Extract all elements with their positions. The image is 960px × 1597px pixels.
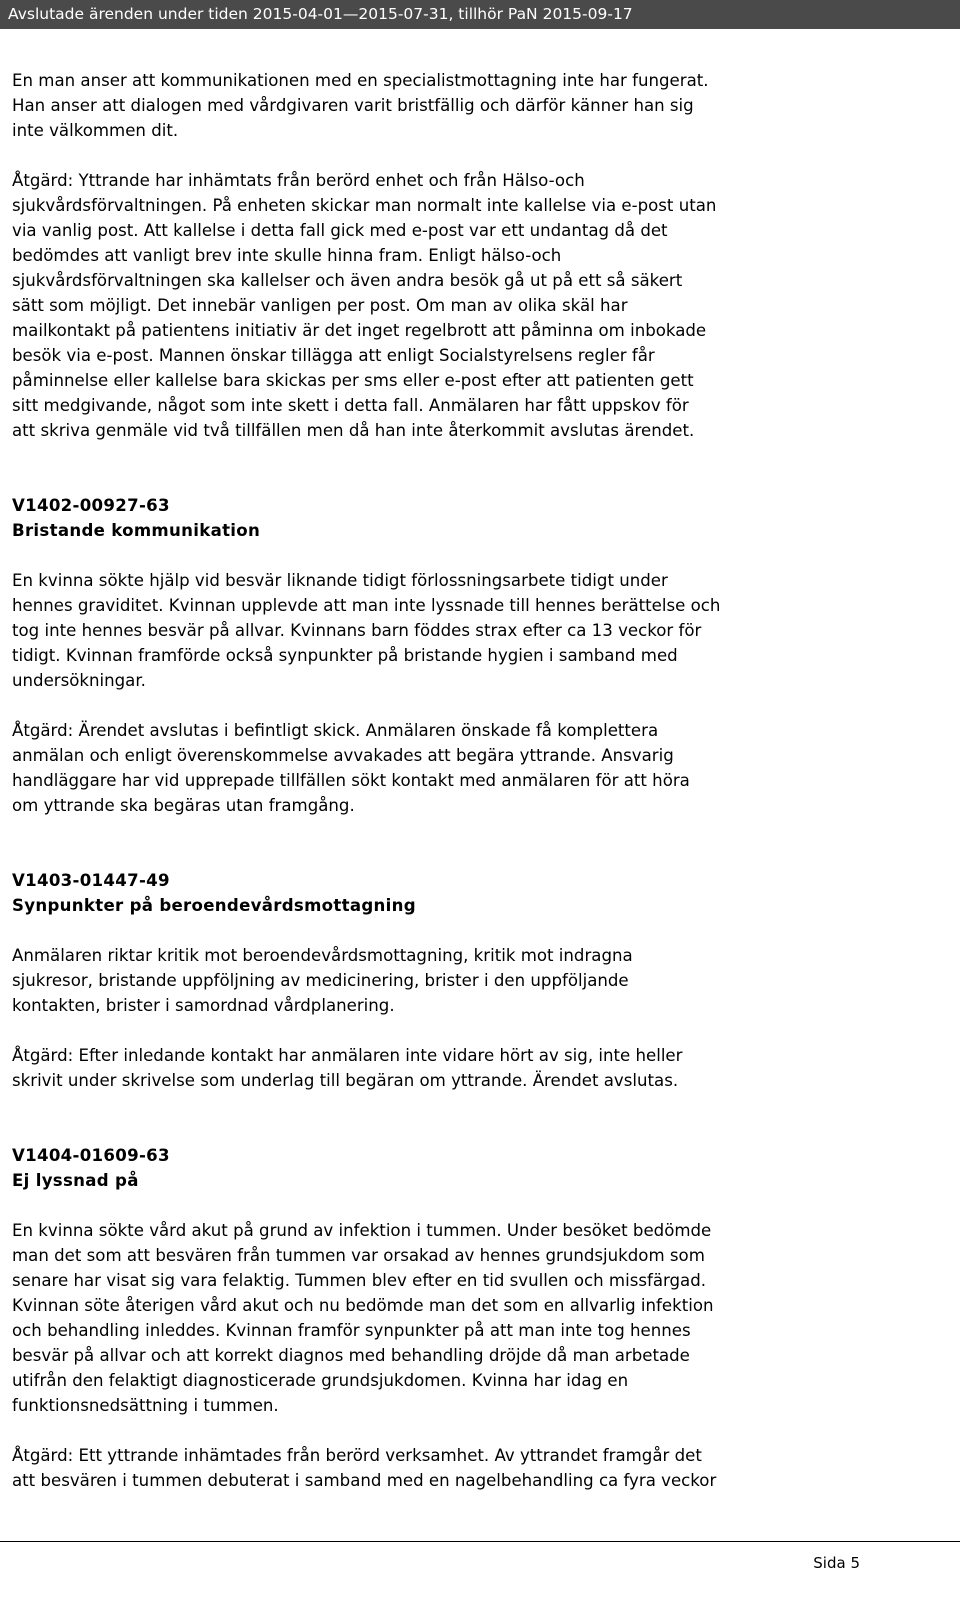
text-line: sjukvårdsförvaltningen. På enheten skickar man normalt inte kallelse via e-post utan [12, 196, 717, 215]
page-number: Sida 5 [813, 1554, 860, 1572]
text-line: funktionsnedsättning i tummen. [12, 1396, 279, 1415]
intro-paragraph-2 [12, 168, 932, 443]
text-line: bedömdes att vanligt brev inte skulle hinna fram. Enligt hälso-och [12, 246, 562, 265]
page-header [0, 0, 960, 29]
text-line: att besvären i tummen debuterat i samband med en nagelbehandling ca fyra veckor [12, 1471, 717, 1490]
text-line: Åtgärd: Efter inledande kontakt har anmälaren inte vidare hört av sig, inte heller [12, 1046, 683, 1065]
case-description [12, 1218, 932, 1418]
case-description [12, 568, 932, 693]
page-footer [0, 1541, 960, 1572]
text-line: att skriva genmäle vid två tillfällen men då han inte återkommit avslutas ärendet. [12, 421, 695, 440]
case-section [12, 868, 932, 1093]
case-action [12, 1043, 932, 1093]
text-line: mailkontakt på patientens initiativ är det inget regelbrott att påminna om inbokade [12, 321, 707, 340]
text-line: Kvinnan söte återigen vård akut och nu bedömde man det som en allvarlig infektion [12, 1296, 714, 1315]
text-line: anmälan och enligt överenskommelse avvakades att begära yttrande. Ansvarig [12, 746, 674, 765]
text-line: och behandling inleddes. Kvinnan framför synpunkter på att man inte tog hennes [12, 1321, 691, 1340]
text-line: Åtgärd: Ärendet avslutas i befintligt skick. Anmälaren önskade få komplettera [12, 721, 659, 740]
case-id: V1403-01447-49 [12, 871, 170, 890]
case-action [12, 718, 932, 818]
text-line: Åtgärd: Ett yttrande inhämtades från berörd verksamhet. Av yttrandet framgår det [12, 1446, 702, 1465]
text-line: sjukvårdsförvaltningen ska kallelser och även andra besök gå ut på ett så säkert [12, 271, 683, 290]
header-title: Avslutade ärenden under tiden 2015-04-01—2015-07-31, tillhör PaN 2015-09-17 [8, 5, 633, 23]
text-line: Han anser att dialogen med vårdgivaren varit bristfällig och därför känner han sig [12, 96, 694, 115]
case-id: V1404-01609-63 [12, 1146, 170, 1165]
text-line: skrivit under skrivelse som underlag till begäran om yttrande. Ärendet avslutas. [12, 1071, 679, 1090]
text-line: man det som att besvären från tummen var orsakad av hennes grundsjukdom som [12, 1246, 705, 1265]
text-line: om yttrande ska begäras utan framgång. [12, 796, 355, 815]
document-body [12, 68, 932, 1493]
intro-paragraph-1 [12, 68, 932, 143]
text-line: handläggare har vid upprepade tillfällen sökt kontakt med anmälaren för att höra [12, 771, 690, 790]
text-line: besvär på allvar och att korrekt diagnos med behandling dröjde då man arbetade [12, 1346, 690, 1365]
footer-divider [0, 1541, 960, 1542]
text-line: En man anser att kommunikationen med en specialistmottagning inte har fungerat. [12, 71, 709, 90]
case-title: Synpunkter på beroendevårdsmottagning [12, 896, 416, 915]
text-line: påminnelse eller kallelse bara skickas per sms eller e-post efter att patienten gett [12, 371, 694, 390]
case-section [12, 1143, 932, 1493]
text-line: tog inte hennes besvär på allvar. Kvinnans barn föddes strax efter ca 13 veckor för [12, 621, 702, 640]
text-line: kontakten, brister i samordnad vårdplanering. [12, 996, 395, 1015]
text-line: En kvinna sökte vård akut på grund av infektion i tummen. Under besöket bedömde [12, 1221, 712, 1240]
text-line: utifrån den felaktigt diagnosticerade grundsjukdomen. Kvinna har idag en [12, 1371, 629, 1390]
case-section [12, 493, 932, 818]
case-id: V1402-00927-63 [12, 496, 170, 515]
text-line: senare har visat sig vara felaktig. Tummen blev efter en tid svullen och missfärgad. [12, 1271, 707, 1290]
case-title: Ej lyssnad på [12, 1171, 139, 1190]
text-line: tidigt. Kvinnan framförde också synpunkter på bristande hygien i samband med [12, 646, 678, 665]
text-line: Anmälaren riktar kritik mot beroendevårdsmottagning, kritik mot indragna [12, 946, 633, 965]
case-action [12, 1443, 932, 1493]
case-title: Bristande kommunikation [12, 521, 261, 540]
text-line: Åtgärd: Yttrande har inhämtats från berörd enhet och från Hälso-och [12, 171, 585, 190]
text-line: hennes graviditet. Kvinnan upplevde att man inte lyssnade till hennes berättelse och [12, 596, 721, 615]
text-line: En kvinna sökte hjälp vid besvär liknande tidigt förlossningsarbete tidigt under [12, 571, 668, 590]
text-line: inte välkommen dit. [12, 121, 179, 140]
text-line: via vanlig post. Att kallelse i detta fall gick med e-post var ett undantag då det [12, 221, 668, 240]
text-line: sitt medgivande, något som inte skett i detta fall. Anmälaren har fått uppskov för [12, 396, 689, 415]
text-line: besök via e-post. Mannen önskar tillägga att enligt Socialstyrelsens regler får [12, 346, 655, 365]
text-line: sätt som möjligt. Det innebär vanligen per post. Om man av olika skäl har [12, 296, 628, 315]
text-line: undersökningar. [12, 671, 146, 690]
text-line: sjukresor, bristande uppföljning av medicinering, brister i den uppföljande [12, 971, 629, 990]
case-description [12, 943, 932, 1018]
